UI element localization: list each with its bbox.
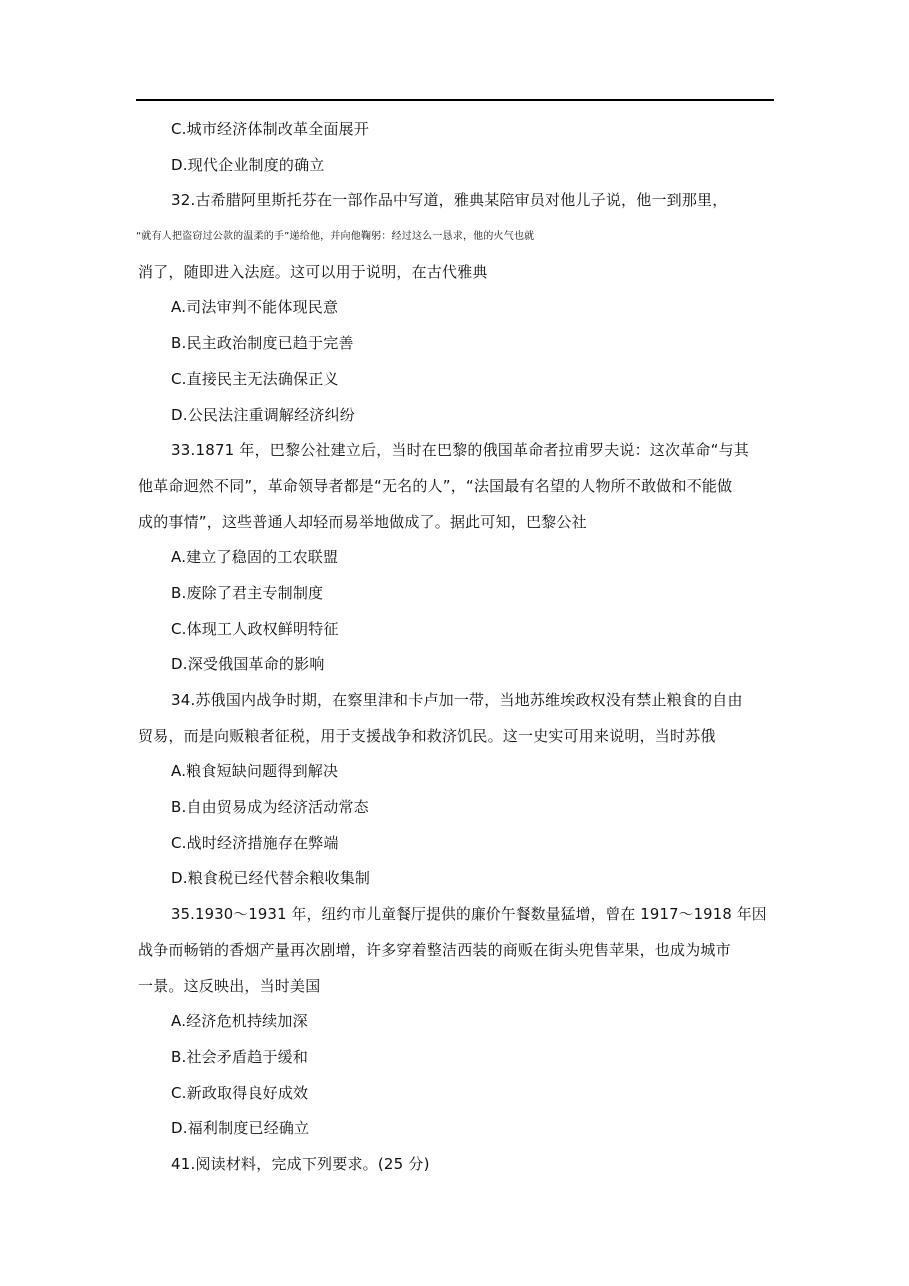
question-33 [138, 433, 774, 683]
question-32-option-d: D.公民法注重调解经济纠纷 [171, 405, 355, 424]
question-32 [138, 183, 774, 433]
question-33-option-c: C.体现工人政权鲜明特征 [171, 619, 339, 638]
question-35-option-d: D.福利制度已经确立 [171, 1119, 310, 1138]
question-33-option-d: D.深受俄国革命的影响 [171, 655, 325, 674]
question-34-option-c: C.战时经济措施存在弊端 [171, 833, 339, 852]
question-32-stem-line-2: “就有人把盗窃过公款的温柔的手”递给他，并向他鞠躬：经过这么一恳求，他的火气也就 [136, 231, 535, 243]
question-32-option-b: B.民主政治制度已趋于完善 [171, 334, 354, 353]
question-33-option-b: B.废除了君主专制制度 [171, 583, 324, 602]
question-32-stem-line-1: 32.古希腊阿里斯托芬在一部作品中写道，雅典某陪审员对他儿子说，他一到那里， [171, 191, 728, 210]
option-c-prev: C.城市经济体制改革全面展开 [171, 120, 370, 138]
question-41-heading: 41.阅读材料，完成下列要求。(25 分) [171, 1154, 430, 1173]
question-35-option-a: A.经济危机持续加深 [171, 1012, 308, 1031]
question-32-option-a: A.司法审判不能体现民意 [171, 298, 339, 317]
question-33-stem-line-1: 33.1871 年，巴黎公社建立后，当时在巴黎的俄国革命者拉甫罗夫说：这次革命“与其 [171, 441, 749, 460]
exam-page-content [138, 112, 774, 1183]
question-34-option-b: B.自由贸易成为经济活动常态 [171, 798, 369, 817]
question-32-option-c: C.直接民主无法确保正义 [171, 369, 339, 388]
question-35-stem-line-1: 35.1930～1931 年，纽约市儿童餐厅提供的廉价午餐数量猛增，曾在 1917～1918 年因 [171, 906, 767, 924]
question-35-option-b: B.社会矛盾趋于缓和 [171, 1047, 309, 1066]
question-34-option-d: D.粮食税已经代替余粮收集制 [171, 869, 371, 888]
question-34 [138, 683, 774, 897]
question-33-option-a: A.建立了稳固的工农联盟 [171, 548, 339, 567]
question-32-stem-line-3: 消了，随即进入法庭。这可以用于说明，在古代雅典 [138, 262, 488, 281]
question-34-stem-line-1: 34.苏俄国内战争时期，在察里津和卡卢加一带，当地苏维埃政权没有禁止粮食的自由 [171, 691, 743, 709]
question-33-stem-line-2: 他革命迥然不同”，革命领导者都是“无名的人”，“法国最有名望的人物所不敢做和不能做 [138, 476, 733, 495]
header-rule [136, 99, 774, 101]
question-35-stem-line-2: 战争而畅销的香烟产量再次剧增，许多穿着整洁西装的商贩在街头兜售苹果，也成为城市 [138, 940, 731, 959]
question-33-stem-line-3: 成的事情”，这些普通人却轻而易举地做成了。据此可知，巴黎公社 [138, 512, 587, 531]
question-35-option-c: C.新政取得良好成效 [171, 1083, 309, 1102]
option-d-prev: D.现代企业制度的确立 [171, 155, 325, 174]
question-35 [138, 897, 774, 1147]
question-34-stem-line-2: 贸易，而是向贩粮者征税，用于支援战争和救济饥民。这一史实可用来说明，当时苏俄 [138, 726, 716, 745]
question-34-option-a: A.粮食短缺问题得到解决 [171, 762, 339, 781]
question-35-stem-line-3: 一景。这反映出，当时美国 [138, 976, 321, 995]
